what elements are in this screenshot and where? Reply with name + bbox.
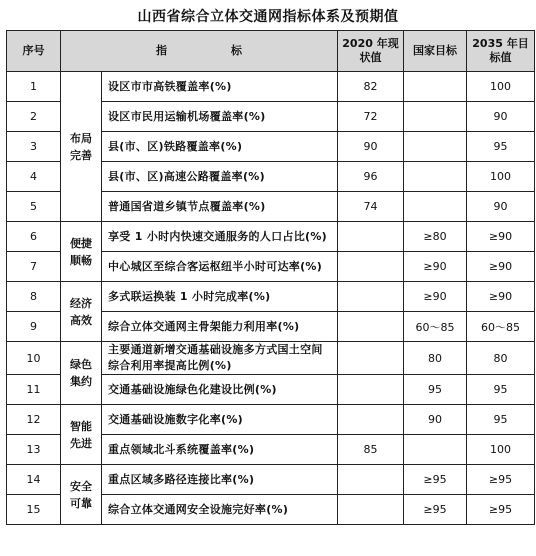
value-2020 xyxy=(338,282,404,312)
category-cell xyxy=(61,282,102,342)
value-2035: ≥90 xyxy=(467,222,535,252)
value-national: 80 xyxy=(404,342,467,375)
value-2035: 95 xyxy=(467,405,535,435)
value-2020 xyxy=(338,222,404,252)
header-no: 序号 xyxy=(7,31,61,72)
value-2020 xyxy=(338,495,404,525)
value-national xyxy=(404,72,467,102)
row-no: 2 xyxy=(7,102,61,132)
indicator-cell: 县(市、区)铁路覆盖率(%) xyxy=(102,132,338,162)
value-2035: 80 xyxy=(467,342,535,375)
value-national: ≥80 xyxy=(404,222,467,252)
header-indicator-b: 标 xyxy=(231,44,242,57)
value-2020 xyxy=(338,342,404,375)
value-2020 xyxy=(338,312,404,342)
value-2020: 72 xyxy=(338,102,404,132)
indicator-cell: 享受 1 小时内快速交通服务的人口占比(%) xyxy=(102,222,338,252)
category-label: 布局完善 xyxy=(70,131,92,162)
table-row xyxy=(7,405,535,435)
value-2020: 90 xyxy=(338,132,404,162)
row-no: 7 xyxy=(7,252,61,282)
value-2035: ≥90 xyxy=(467,282,535,312)
row-no: 3 xyxy=(7,132,61,162)
category-cell xyxy=(61,342,102,405)
category-label: 智能先进 xyxy=(70,419,92,450)
indicator-cell: 普通国省道乡镇节点覆盖率(%) xyxy=(102,192,338,222)
value-2020: 85 xyxy=(338,435,404,465)
value-2035: 95 xyxy=(467,132,535,162)
value-national: ≥90 xyxy=(404,282,467,312)
table-row xyxy=(7,465,535,495)
row-no: 15 xyxy=(7,495,61,525)
value-2035: 100 xyxy=(467,162,535,192)
value-national: ≥95 xyxy=(404,465,467,495)
indicator-table xyxy=(6,30,535,525)
indicator-cell: 交通基础设施绿色化建设比例(%) xyxy=(102,375,338,405)
category-label: 绿色集约 xyxy=(70,358,92,388)
indicator-cell: 县(市、区)高速公路覆盖率(%) xyxy=(102,162,338,192)
value-2035: 90 xyxy=(467,192,535,222)
indicator-cell: 设区市市高铁覆盖率(%) xyxy=(102,72,338,102)
row-no: 12 xyxy=(7,405,61,435)
value-national: ≥90 xyxy=(404,252,467,282)
indicator-cell: 主要通道新增交通基础设施多方式国土空间综合利用率提高比例(%) xyxy=(102,342,338,375)
header-row xyxy=(7,31,535,72)
header-indicator xyxy=(61,31,338,72)
table-row xyxy=(7,342,535,375)
row-no: 4 xyxy=(7,162,61,192)
value-national: ≥95 xyxy=(404,495,467,525)
row-no: 9 xyxy=(7,312,61,342)
category-cell xyxy=(61,465,102,525)
category-label: 经济高效 xyxy=(70,296,92,327)
value-national: 90 xyxy=(404,405,467,435)
category-cell xyxy=(61,222,102,282)
category-cell xyxy=(61,72,102,222)
indicator-cell: 综合立体交通网安全设施完好率(%) xyxy=(102,495,338,525)
value-2035: ≥95 xyxy=(467,465,535,495)
value-national: 95 xyxy=(404,375,467,405)
value-national xyxy=(404,102,467,132)
header-2035: 2035 年目标值 xyxy=(467,31,535,72)
indicator-cell: 交通基础设施数字化率(%) xyxy=(102,405,338,435)
indicator-cell: 设区市民用运输机场覆盖率(%) xyxy=(102,102,338,132)
value-2035: 60～85 xyxy=(467,312,535,342)
header-national: 国家目标 xyxy=(404,31,467,72)
indicator-cell: 多式联运换装 1 小时完成率(%) xyxy=(102,282,338,312)
indicator-cell: 中心城区至综合客运枢纽半小时可达率(%) xyxy=(102,252,338,282)
indicator-cell: 综合立体交通网主骨架能力利用率(%) xyxy=(102,312,338,342)
value-2020: 96 xyxy=(338,162,404,192)
value-national xyxy=(404,162,467,192)
value-2020: 74 xyxy=(338,192,404,222)
value-2035: 95 xyxy=(467,375,535,405)
value-2035: ≥95 xyxy=(467,495,535,525)
row-no: 14 xyxy=(7,465,61,495)
value-2020 xyxy=(338,375,404,405)
row-no: 10 xyxy=(7,342,61,375)
value-2035: 100 xyxy=(467,72,535,102)
value-2020 xyxy=(338,405,404,435)
row-no: 5 xyxy=(7,192,61,222)
row-no: 13 xyxy=(7,435,61,465)
indicator-cell: 重点区域多路径连接比率(%) xyxy=(102,465,338,495)
value-2020 xyxy=(338,465,404,495)
row-no: 11 xyxy=(7,375,61,405)
row-no: 1 xyxy=(7,72,61,102)
value-2035: ≥90 xyxy=(467,252,535,282)
value-national xyxy=(404,192,467,222)
category-label: 安全可靠 xyxy=(70,479,92,510)
value-2020: 82 xyxy=(338,72,404,102)
value-2035: 100 xyxy=(467,435,535,465)
value-national: 60～85 xyxy=(404,312,467,342)
header-indicator-a: 指 xyxy=(156,44,167,57)
header-2020: 2020 年现状值 xyxy=(338,31,404,72)
page-title: 山西省综合立体交通网指标体系及预期值 xyxy=(137,9,399,25)
category-cell xyxy=(61,405,102,465)
value-national xyxy=(404,132,467,162)
row-no: 6 xyxy=(7,222,61,252)
value-2035: 90 xyxy=(467,102,535,132)
table-row xyxy=(7,222,535,252)
table-row xyxy=(7,72,535,102)
table-row xyxy=(7,282,535,312)
value-national xyxy=(404,435,467,465)
row-no: 8 xyxy=(7,282,61,312)
category-label: 便捷顺畅 xyxy=(70,236,92,267)
value-2020 xyxy=(338,252,404,282)
indicator-cell: 重点领域北斗系统覆盖率(%) xyxy=(102,435,338,465)
